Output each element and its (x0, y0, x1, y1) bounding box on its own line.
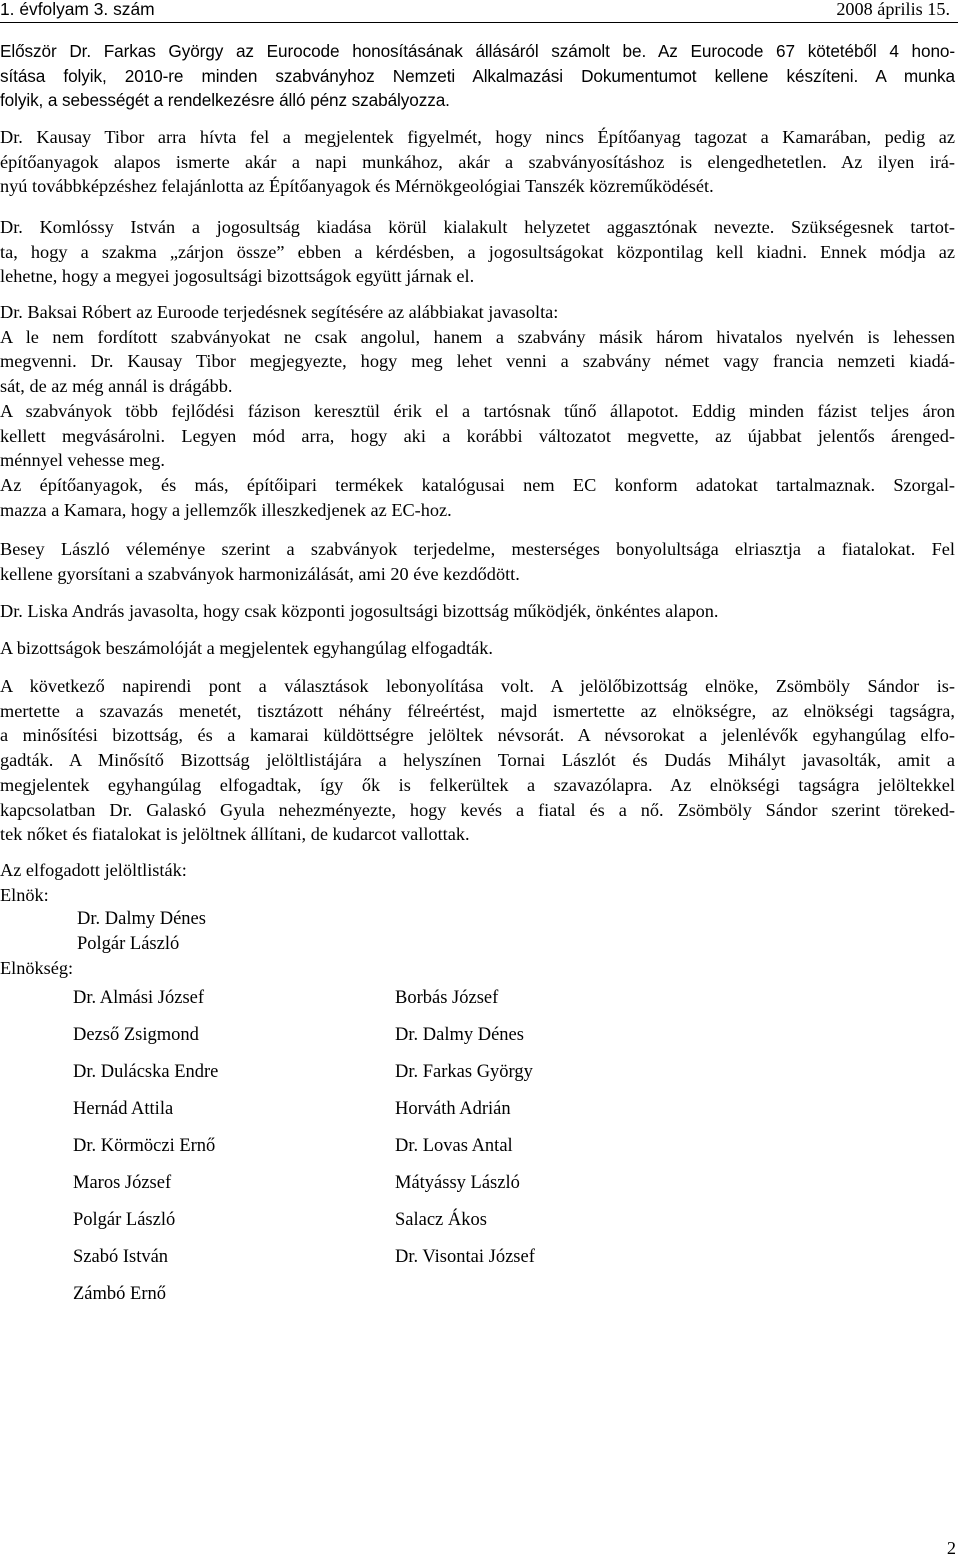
text-line: A szabványok több fejlődési fázison keresztül érik el a tartósnak tűnő állapotot. Eddig minden fázist teljes áron (0, 400, 955, 421)
text-line: sítása folyik, 2010-re minden szabványhoz Nemzeti Alkalmazási Dokumentumot kellene készíteni. A munka (0, 65, 955, 86)
text-line: mazza a Kamara, hogy a jellemzők illeszkedjenek az EC-hoz. (0, 499, 452, 520)
board-candidate: Dr. Visontai József (395, 1247, 535, 1267)
issue-date: 2008 április 15. (836, 0, 950, 19)
text-line: A le nem fordított szabványokat ne csak angolul, hanem a szabvány másik három hivatalos nyelvén is lehessen (0, 326, 955, 347)
text-line: ta, hogy a szakma „zárjon össze” ebben a kérdésben, a jogosultságokat központilag kell kiadni. Ennek módja az (0, 241, 955, 262)
board-candidate: Salacz Ákos (395, 1210, 487, 1230)
paragraph-liska (0, 599, 955, 624)
board-candidate: Dr. Farkas György (395, 1062, 533, 1082)
text-line: A következő napirendi pont a választások lebonyolítása volt. A jelölőbizottság elnöke, Zsömböly Sándor is- (0, 676, 955, 696)
page-header (0, 0, 958, 23)
text-line: Az építőanyagok, és más, építőipari termékek katalógusai nem EC konform adatokat tartalmaznak. Szorgal- (0, 474, 955, 495)
board-candidate: Dezső Zsigmond (73, 1025, 199, 1045)
text-line: Besey László véleménye szerint a szabványok terjedelme, mesterséges bonyolultsága elriasztja a fiatalokat. Fel (0, 539, 955, 559)
paragraph-acceptance (0, 636, 955, 661)
board-candidate: Dr. Dalmy Dénes (395, 1025, 524, 1045)
page-number: 2 (946, 1538, 956, 1558)
text-line: lehetne, hogy a megyei jogosultsági bizottságok együtt járnak el. (0, 266, 475, 287)
board-label: Elnökség: (0, 958, 74, 978)
chair-candidate: Polgár László (77, 934, 180, 954)
text-line: Először Dr. Farkas György az Eurocode honosításának állásáról számolt be. Az Eurocode 67 kötetéből 4 hono- (0, 41, 955, 61)
paragraph-besey (0, 537, 955, 586)
text-line: folyik, a sebességét a rendelkezésre álló pénz szabályozza. (0, 90, 450, 111)
board-candidate: Dr. Dulácska Endre (73, 1062, 219, 1082)
chair-label: Elnök: (0, 885, 49, 905)
board-candidate: Mátyássy László (395, 1173, 520, 1193)
board-candidate: Polgár László (73, 1210, 176, 1230)
text-line: építőanyagok alapos ismerte akár a napi munkához, akár a szabványosításhoz is elengedhetetlen. Az ilyen irá- (0, 151, 955, 172)
text-line: ménnyel vehesse meg. (0, 450, 165, 471)
board-candidate: Zámbó Ernő (73, 1284, 166, 1304)
chair-candidate: Dr. Dalmy Dénes (77, 909, 206, 929)
text-line: a minősítési bizottság, és a kamarai küldöttségre jelöltek névsorát. A névsorokat a jelenlévők egyhangúlag elfo- (0, 725, 955, 746)
board-candidate: Hernád Attila (73, 1099, 174, 1119)
text-line: megvenni. Dr. Kausay Tibor megjegyezte, hogy meg lehet venni a szabvány német vagy francia nemzeti kiadá- (0, 351, 955, 372)
paragraph-baksai (0, 300, 955, 522)
paragraph-elections (0, 674, 955, 847)
text-line: nyú továbbképzéshez felajánlotta az Építőanyagok és Mérnökgeológiai Tanszék közreműködését. (0, 176, 714, 197)
text-line: Dr. Baksai Róbert az Euroode terjedésnek segítésére az alábbiakat javasolta: (0, 302, 559, 322)
paragraph-kausay (0, 125, 955, 199)
text-line: kapcsolatban Dr. Galaskó Gyula nehezményezte, hogy kevés a fiatal és a nő. Zsömböly Sándor szerint töreked- (0, 799, 955, 820)
candidates-heading: Az elfogadott jelöltlisták: (0, 860, 187, 880)
paragraph-eurocode (0, 39, 955, 113)
text-line: megjelentek egyhangúlag elfogadtak, így ők is felkerültek a szavazólapra. Az elnökségi tagságra jelöltekkel (0, 774, 955, 795)
board-candidate: Szabó István (73, 1247, 169, 1267)
board-candidate: Maros József (73, 1173, 172, 1193)
text-line: Dr. Liska András javasolta, hogy csak központi jogosultsági bizottság működjék, önkéntes alapon. (0, 601, 719, 621)
text-line: kellett megvásárolni. Legyen mód arra, hogy aki a korábbi változatot megvette, az újabbat jelentős árenged- (0, 425, 955, 446)
text-line: sát, de az még annál is drágább. (0, 376, 233, 397)
text-line: tek nőket és fiatalokat is jelöltnek állítani, de kudarcot vallottak. (0, 824, 470, 845)
board-candidate: Dr. Almási József (73, 988, 205, 1008)
text-line: A bizottságok beszámolóját a megjelentek egyhangúlag elfogadták. (0, 638, 493, 658)
text-line: kellene gyorsítani a szabványok harmonizálását, ami 20 éve kezdődött. (0, 563, 520, 584)
text-line: gadták. A Minősítő Bizottság jelöltlistájára a helyszínen Tornai Lászlót és Dudás Mihályt javasolták, amit a (0, 750, 955, 771)
text-line: Dr. Kausay Tibor arra hívta fel a megjelentek figyelmét, hogy nincs Építőanyag tagozat a Kamarában, pedig az (0, 127, 955, 147)
text-line: mertette a szavazás menetét, tisztázott néhány félreértést, majd ismertette az elnökségre, az elnökségi tagságra, (0, 700, 955, 721)
board-candidate: Dr. Lovas Antal (395, 1136, 513, 1156)
board-candidate: Borbás József (395, 988, 499, 1008)
board-candidate: Dr. Körmöczi Ernő (73, 1136, 216, 1156)
text-line: Dr. Komlóssy István a jogosultság kiadása körül kialakult helyzetet aggasztónak nevezte. Szükségesnek tartot- (0, 217, 955, 237)
board-candidate: Horváth Adrián (395, 1099, 511, 1119)
paragraph-komlossy (0, 215, 955, 289)
issue-label: 1. évfolyam 3. szám (0, 0, 155, 19)
